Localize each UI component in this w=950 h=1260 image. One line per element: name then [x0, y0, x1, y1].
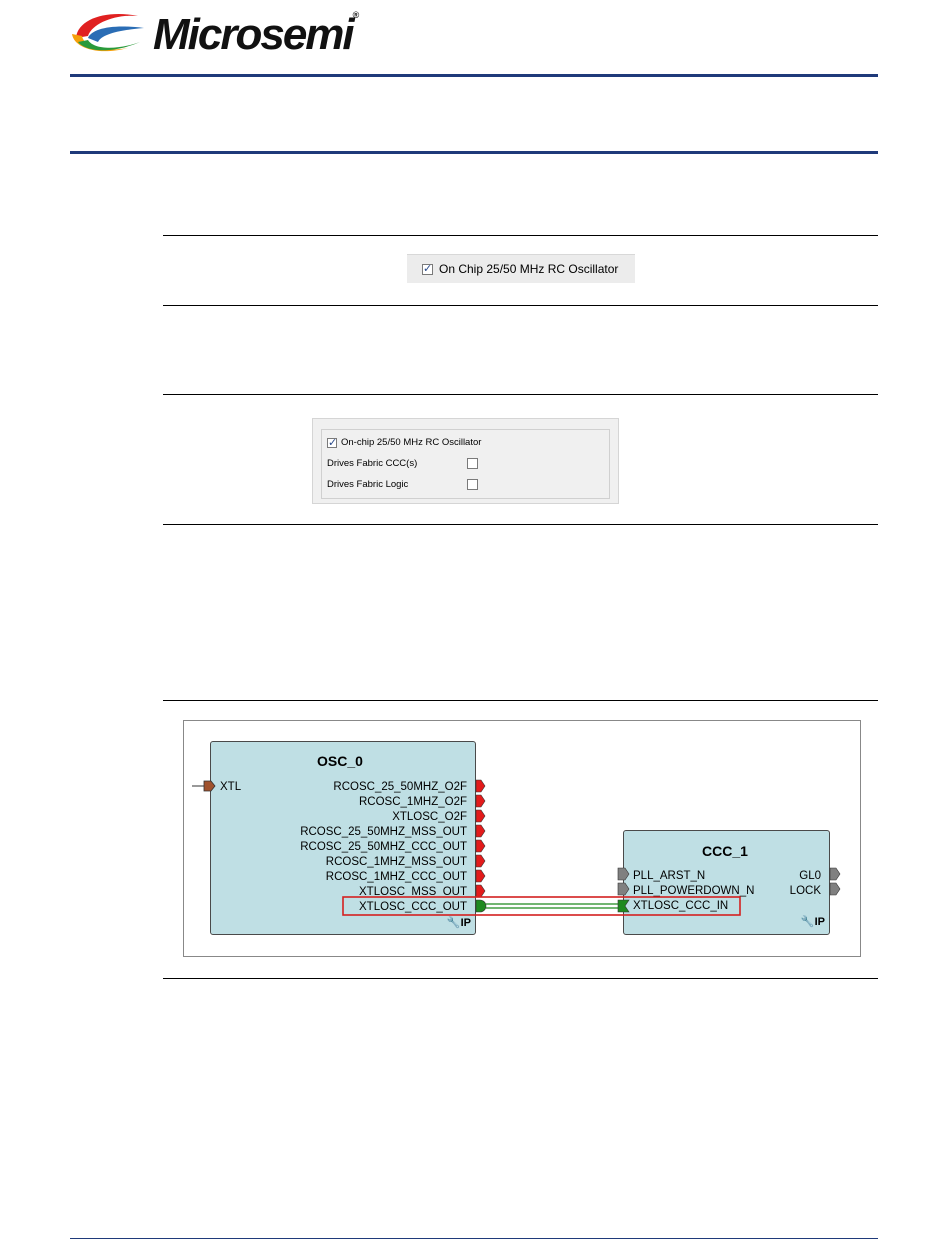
osc-output-label: RCOSC_1MHZ_CCC_OUT	[325, 871, 467, 883]
onchip-oscillator-checkbox[interactable]	[327, 438, 337, 448]
osc-output-pin[interactable]	[476, 825, 485, 837]
ccc-block-title: CCC_1	[702, 843, 748, 859]
figure2-bottom-rule	[163, 524, 878, 525]
ccc-input-label: PLL_ARST_N	[633, 870, 706, 882]
gl0-pin[interactable]	[830, 868, 840, 880]
pll-powerdown-n-pin[interactable]	[618, 883, 629, 895]
osc-output-pin[interactable]	[476, 780, 485, 792]
figure1-top-rule	[163, 235, 878, 236]
osc-output-label: RCOSC_25_50MHZ_MSS_OUT	[300, 826, 467, 838]
ccc-input-label-highlighted: XTLOSC_CCC_IN	[633, 900, 729, 912]
header-rule	[70, 74, 878, 77]
osc-output-label: XTLOSC_O2F	[392, 811, 467, 823]
osc-output-pin[interactable]	[476, 840, 485, 852]
osc-input-xtl-label: XTL	[220, 781, 242, 793]
microsemi-wordmark	[153, 10, 359, 60]
osc-output-label: RCOSC_1MHZ_MSS_OUT	[325, 856, 467, 868]
osc-output-pin[interactable]	[476, 855, 485, 867]
diagram-connections	[184, 721, 860, 956]
smartdesign-canvas	[183, 720, 861, 957]
osc-output-pin[interactable]	[476, 870, 485, 882]
ccc-output-label: LOCK	[789, 885, 821, 897]
wrench-icon: 🔧	[800, 915, 815, 928]
rc-oscillator-checkbox[interactable]	[422, 264, 433, 275]
option-row-oscillator	[327, 437, 481, 448]
figure3-top-rule	[163, 700, 878, 701]
ccc-output-label: GL0	[799, 870, 821, 882]
osc-output-label-highlighted: XTLOSC_CCC_OUT	[359, 901, 467, 913]
figure2-top-rule	[163, 394, 878, 395]
pll-arst-n-pin[interactable]	[618, 868, 629, 880]
osc-ip-label: IP	[460, 917, 471, 929]
logo-text: Microsemi	[153, 10, 353, 59]
osc-output-label: RCOSC_25_50MHZ_O2F	[333, 781, 467, 793]
xtl-input-pin[interactable]	[204, 781, 215, 791]
footer-rule	[70, 1238, 878, 1239]
title-rule	[70, 151, 878, 154]
osc-output-pin[interactable]	[476, 795, 485, 807]
figure3-bottom-rule	[163, 978, 878, 979]
osc-output-label: RCOSC_25_50MHZ_CCC_OUT	[300, 841, 467, 853]
fabric-ccc-label: Drives Fabric CCC(s)	[327, 458, 418, 469]
fabric-ccc-checkbox[interactable]	[467, 458, 478, 469]
osc-block-title: OSC_0	[317, 753, 363, 769]
option-row-fabric-ccc	[327, 458, 478, 469]
osc-output-pin[interactable]	[476, 810, 485, 822]
osc-output-pin[interactable]	[476, 885, 485, 897]
fabric-logic-checkbox[interactable]	[467, 479, 478, 490]
ccc-input-label: PLL_POWERDOWN_N	[633, 885, 755, 897]
logo-swirl-icon	[68, 8, 152, 58]
figure2-panel	[312, 418, 619, 504]
logo-trademark: ®	[352, 10, 360, 20]
highlight-box	[343, 897, 740, 915]
lock-pin[interactable]	[830, 883, 840, 895]
figure1-panel	[407, 254, 635, 283]
fabric-logic-label: Drives Fabric Logic	[327, 479, 409, 490]
option-row-fabric-logic	[327, 479, 478, 490]
ccc-ip-label: IP	[814, 916, 825, 928]
figure1-bottom-rule	[163, 305, 878, 306]
onchip-oscillator-label: On-chip 25/50 MHz RC Oscillator	[341, 437, 482, 448]
xtlosc-ccc-out-pin[interactable]	[476, 900, 486, 912]
osc-output-label: RCOSC_1MHZ_O2F	[359, 796, 467, 808]
osc-output-label: XTLOSC_MSS_OUT	[359, 886, 467, 898]
wrench-icon: 🔧	[446, 916, 461, 929]
osc-output-pins	[476, 780, 485, 897]
microsemi-logo	[68, 8, 152, 58]
rc-oscillator-label: On Chip 25/50 MHz RC Oscillator	[439, 262, 619, 276]
xtlosc-ccc-in-pin[interactable]	[618, 900, 629, 912]
